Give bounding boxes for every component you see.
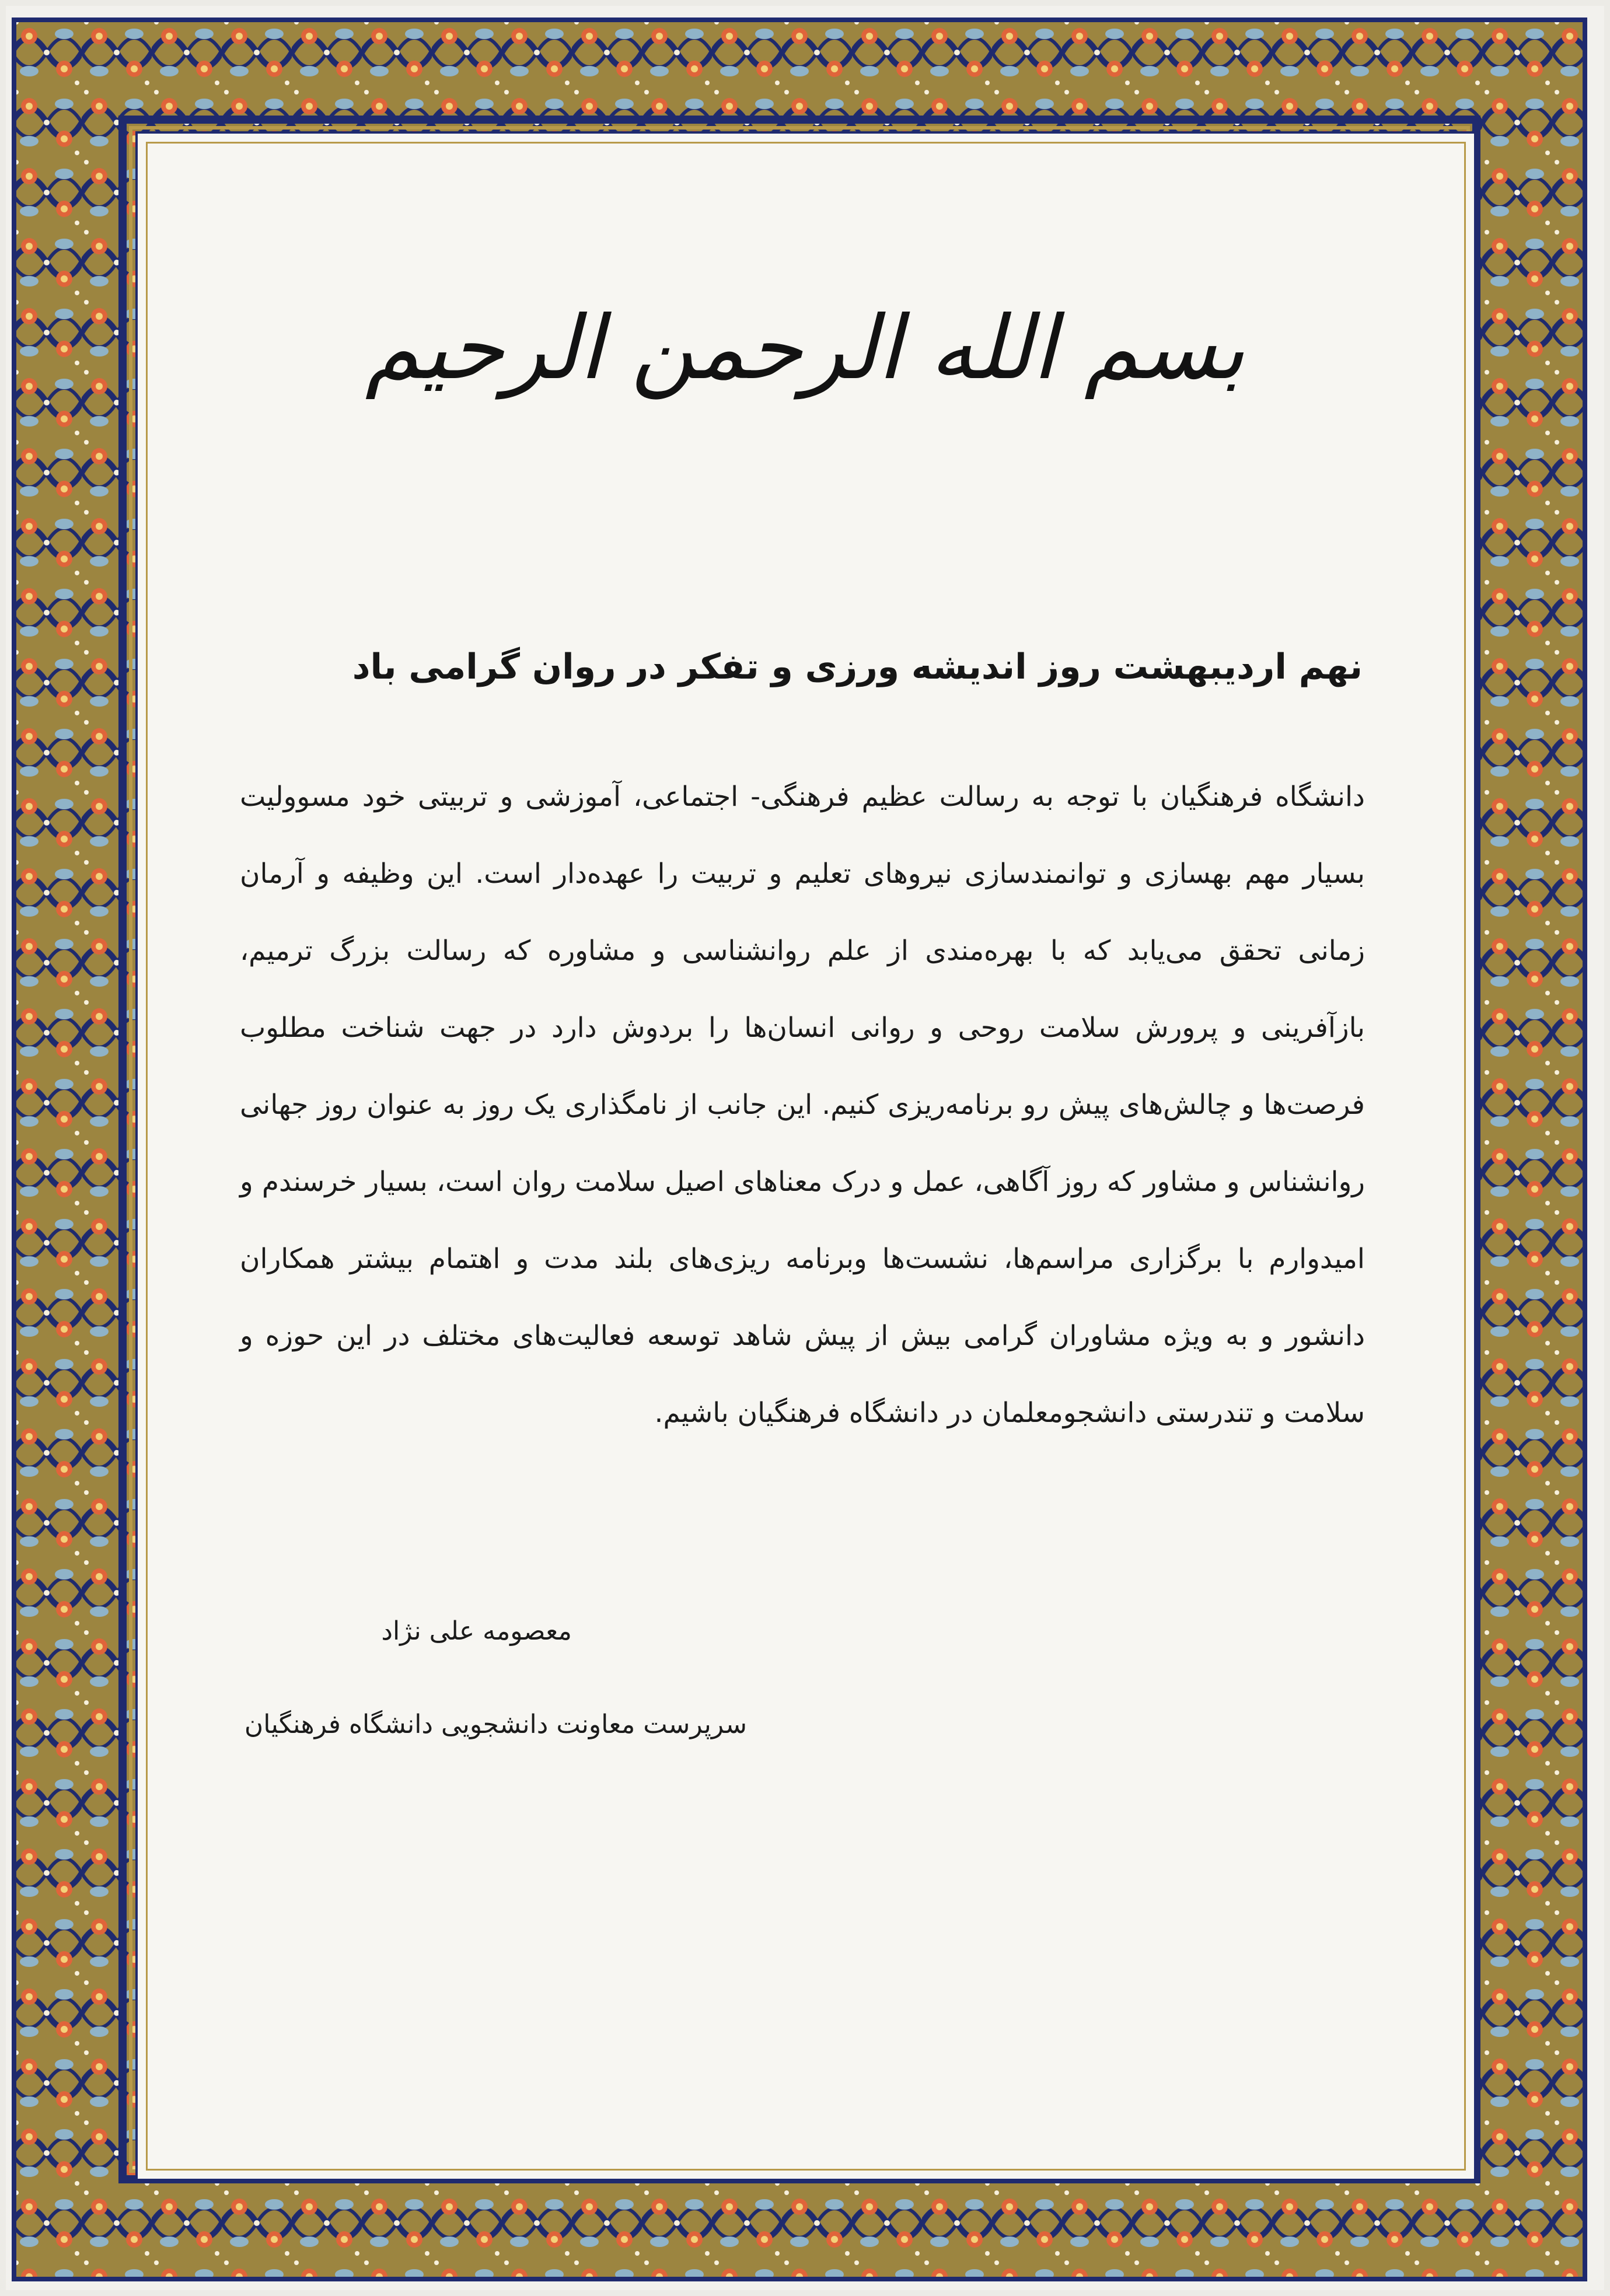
signatory-name: معصومه علی نژاد [381,1616,572,1646]
letter-heading: نهم اردیبهشت روز اندیشه ورزی و تفکر در روان گرامی باد [352,646,1363,687]
signatory-title: سرپرست معاونت دانشجویی دانشگاه فرهنگیان [244,1710,747,1739]
bismillah-calligraphy: بسم الله الرحمن الرحیم [365,298,1245,399]
letter-body-text: دانشگاه فرهنگیان با توجه به رسالت عظیم فرهنگی- اجتماعی، آموزشی و تربیتی خود مسوولیت بسیار مهم بهسازی و توانمندسازی نیروهای تعلیم و تربیت را عهده‌دار است. این وظیفه و آرمان زمانی تحقق می‌یابد که با بهره‌مندی از علم روانشناسی و مشاوره که رسالت بزرگ ترمیم، بازآفرینی و پرورش سلامت روحی و روانی انسان‌ها را بردوش دارد در جهت شناخت مطلوب فرصت‌ها و چالش‌های پیش رو برنامه‌ریزی کنیم. این جانب از نامگذاری یک روز به عنوان روز جهانی روانشناس و مشاور که روز آگاهی، عمل و درک معناهای اصیل سلامت روان است، بسیار خرسندم و امیدوارم با برگزاری مراسم‌ها، نشست‌ها وبرنامه ریزی‌های بلند مدت و اهتمام بیشتر همکاران دانشور و به ویژه مشاوران گرامی بیش از پیش شاهد توسعه فعالیت‌های مختلف در این حوزه و سلامت و تندرستی دانشجومعلمان در دانشگاه فرهنگیان باشیم. [240,781,1365,1429]
